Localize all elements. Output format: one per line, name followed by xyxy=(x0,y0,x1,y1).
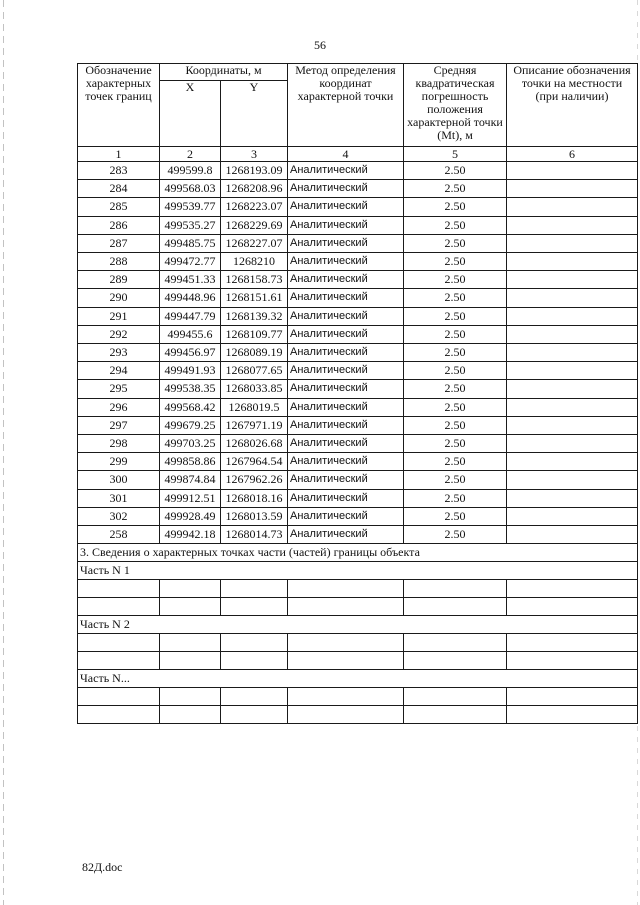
table-row xyxy=(78,289,638,307)
accuracy: 2.50 xyxy=(404,198,507,216)
empty-cell xyxy=(78,580,160,598)
description xyxy=(507,180,638,198)
table-row xyxy=(78,453,638,471)
point-number: 258 xyxy=(78,526,160,544)
empty-cell xyxy=(78,688,160,706)
coordinate-x: 499455.6 xyxy=(160,325,221,343)
point-number: 297 xyxy=(78,416,160,434)
empty-cell xyxy=(404,652,507,670)
description xyxy=(507,344,638,362)
column-numbers-row xyxy=(78,147,638,162)
part-blank-row xyxy=(78,634,638,652)
method: Аналитический xyxy=(288,435,404,453)
coordinate-x: 499539.77 xyxy=(160,198,221,216)
method: Аналитический xyxy=(288,253,404,271)
point-number: 290 xyxy=(78,289,160,307)
coordinate-x: 499491.93 xyxy=(160,362,221,380)
coordinate-y: 1268077.65 xyxy=(221,362,288,380)
header-row-top xyxy=(78,64,638,81)
method: Аналитический xyxy=(288,325,404,343)
column-number: 2 xyxy=(160,147,221,162)
accuracy: 2.50 xyxy=(404,398,507,416)
table-row xyxy=(78,416,638,434)
empty-cell xyxy=(78,652,160,670)
part-label-row xyxy=(78,670,638,688)
point-number: 300 xyxy=(78,471,160,489)
part-blank-row xyxy=(78,580,638,598)
coordinate-y: 1268151.61 xyxy=(221,289,288,307)
point-number: 288 xyxy=(78,253,160,271)
method: Аналитический xyxy=(288,416,404,434)
coordinate-y: 1268229.69 xyxy=(221,216,288,234)
point-number: 289 xyxy=(78,271,160,289)
accuracy: 2.50 xyxy=(404,307,507,325)
table-row xyxy=(78,307,638,325)
empty-cell xyxy=(507,634,638,652)
scan-edge-left xyxy=(3,0,4,905)
header-x: X xyxy=(160,81,221,147)
method: Аналитический xyxy=(288,398,404,416)
point-number: 301 xyxy=(78,489,160,507)
method: Аналитический xyxy=(288,380,404,398)
part-blank-row xyxy=(78,598,638,616)
empty-cell xyxy=(160,652,221,670)
empty-cell xyxy=(160,634,221,652)
accuracy: 2.50 xyxy=(404,453,507,471)
empty-cell xyxy=(221,706,288,724)
part-blank-row xyxy=(78,688,638,706)
point-number: 298 xyxy=(78,435,160,453)
coordinate-x: 499703.25 xyxy=(160,435,221,453)
coordinate-y: 1268013.59 xyxy=(221,507,288,525)
method: Аналитический xyxy=(288,471,404,489)
empty-cell xyxy=(288,598,404,616)
description xyxy=(507,216,638,234)
header-description: Описание обозначения точки на местности (при наличии) xyxy=(507,64,638,147)
accuracy: 2.50 xyxy=(404,471,507,489)
method: Аналитический xyxy=(288,289,404,307)
point-number: 299 xyxy=(78,453,160,471)
coordinate-x: 499912.51 xyxy=(160,489,221,507)
description xyxy=(507,253,638,271)
accuracy: 2.50 xyxy=(404,271,507,289)
table-row xyxy=(78,398,638,416)
description xyxy=(507,453,638,471)
table-row xyxy=(78,489,638,507)
empty-cell xyxy=(288,580,404,598)
empty-cell xyxy=(221,598,288,616)
empty-cell xyxy=(78,634,160,652)
table-row xyxy=(78,253,638,271)
method: Аналитический xyxy=(288,489,404,507)
accuracy: 2.50 xyxy=(404,216,507,234)
point-number: 296 xyxy=(78,398,160,416)
description xyxy=(507,234,638,252)
coordinate-y: 1268014.73 xyxy=(221,526,288,544)
description xyxy=(507,198,638,216)
empty-cell xyxy=(160,706,221,724)
accuracy: 2.50 xyxy=(404,435,507,453)
method: Аналитический xyxy=(288,198,404,216)
empty-cell xyxy=(221,688,288,706)
empty-cell xyxy=(288,688,404,706)
description xyxy=(507,162,638,180)
header-accuracy: Средняя квадратическая погрешность положения характерной точки (Mt), м xyxy=(404,64,507,147)
accuracy: 2.50 xyxy=(404,344,507,362)
table-row xyxy=(78,362,638,380)
empty-cell xyxy=(221,652,288,670)
header-method: Метод определения координат характерной точки xyxy=(288,64,404,147)
coordinate-x: 499858.86 xyxy=(160,453,221,471)
empty-cell xyxy=(160,688,221,706)
coordinate-x: 499448.96 xyxy=(160,289,221,307)
column-number: 3 xyxy=(221,147,288,162)
empty-cell xyxy=(507,580,638,598)
description xyxy=(507,307,638,325)
part-label-row xyxy=(78,616,638,634)
method: Аналитический xyxy=(288,344,404,362)
accuracy: 2.50 xyxy=(404,489,507,507)
column-number: 5 xyxy=(404,147,507,162)
method: Аналитический xyxy=(288,362,404,380)
coordinate-y: 1268193.09 xyxy=(221,162,288,180)
coordinate-y: 1268018.16 xyxy=(221,489,288,507)
method: Аналитический xyxy=(288,234,404,252)
header-designation: Обозначение характерных точек границ xyxy=(78,64,160,147)
accuracy: 2.50 xyxy=(404,289,507,307)
empty-cell xyxy=(507,706,638,724)
coordinate-y: 1268139.32 xyxy=(221,307,288,325)
coordinate-y: 1268208.96 xyxy=(221,180,288,198)
column-number: 1 xyxy=(78,147,160,162)
table-row xyxy=(78,271,638,289)
empty-cell xyxy=(288,706,404,724)
accuracy: 2.50 xyxy=(404,380,507,398)
description xyxy=(507,289,638,307)
point-number: 293 xyxy=(78,344,160,362)
coordinate-x: 499456.97 xyxy=(160,344,221,362)
accuracy: 2.50 xyxy=(404,162,507,180)
method: Аналитический xyxy=(288,526,404,544)
method: Аналитический xyxy=(288,453,404,471)
coordinate-x: 499599.8 xyxy=(160,162,221,180)
empty-cell xyxy=(221,580,288,598)
accuracy: 2.50 xyxy=(404,180,507,198)
description xyxy=(507,526,638,544)
table-row xyxy=(78,198,638,216)
empty-cell xyxy=(507,598,638,616)
coordinate-x: 499538.35 xyxy=(160,380,221,398)
accuracy: 2.50 xyxy=(404,325,507,343)
description xyxy=(507,362,638,380)
document-filename: 82Д.doc xyxy=(82,860,123,874)
accuracy: 2.50 xyxy=(404,362,507,380)
coordinate-x: 499928.49 xyxy=(160,507,221,525)
description xyxy=(507,416,638,434)
description xyxy=(507,435,638,453)
accuracy: 2.50 xyxy=(404,526,507,544)
description xyxy=(507,271,638,289)
coordinate-x: 499451.33 xyxy=(160,271,221,289)
coordinate-y: 1267964.54 xyxy=(221,453,288,471)
page-number: 56 xyxy=(314,38,326,52)
header-y: Y xyxy=(221,81,288,147)
header-coordinates: Координаты, м xyxy=(160,64,288,81)
empty-cell xyxy=(507,652,638,670)
point-number: 283 xyxy=(78,162,160,180)
method: Аналитический xyxy=(288,307,404,325)
point-number: 284 xyxy=(78,180,160,198)
method: Аналитический xyxy=(288,507,404,525)
coordinate-y: 1268223.07 xyxy=(221,198,288,216)
part-label-row xyxy=(78,562,638,580)
coordinate-y: 1267962.26 xyxy=(221,471,288,489)
table-row xyxy=(78,180,638,198)
accuracy: 2.50 xyxy=(404,234,507,252)
table-row xyxy=(78,380,638,398)
coordinate-x: 499472.77 xyxy=(160,253,221,271)
empty-cell xyxy=(404,688,507,706)
point-number: 294 xyxy=(78,362,160,380)
description xyxy=(507,380,638,398)
coordinate-y: 1268227.07 xyxy=(221,234,288,252)
part-label: Часть N 2 xyxy=(78,616,638,634)
point-number: 292 xyxy=(78,325,160,343)
empty-cell xyxy=(78,706,160,724)
coordinate-x: 499568.42 xyxy=(160,398,221,416)
coordinate-y: 1268026.68 xyxy=(221,435,288,453)
empty-cell xyxy=(288,634,404,652)
part-blank-row xyxy=(78,706,638,724)
section-title: 3. Сведения о характерных точках части (частей) границы объекта xyxy=(78,544,638,562)
method: Аналитический xyxy=(288,180,404,198)
description xyxy=(507,398,638,416)
table-row xyxy=(78,344,638,362)
accuracy: 2.50 xyxy=(404,507,507,525)
part-blank-row xyxy=(78,652,638,670)
description xyxy=(507,489,638,507)
boundary-points-table xyxy=(77,63,638,724)
column-number: 6 xyxy=(507,147,638,162)
empty-cell xyxy=(404,580,507,598)
empty-cell xyxy=(78,598,160,616)
table-row xyxy=(78,435,638,453)
coordinate-x: 499679.25 xyxy=(160,416,221,434)
point-number: 302 xyxy=(78,507,160,525)
table-row xyxy=(78,526,638,544)
accuracy: 2.50 xyxy=(404,253,507,271)
empty-cell xyxy=(404,634,507,652)
coordinate-x: 499535.27 xyxy=(160,216,221,234)
coordinate-x: 499447.79 xyxy=(160,307,221,325)
description xyxy=(507,507,638,525)
coordinate-x: 499568.03 xyxy=(160,180,221,198)
part-label: Часть N... xyxy=(78,670,638,688)
table-row xyxy=(78,325,638,343)
coordinate-y: 1267971.19 xyxy=(221,416,288,434)
point-number: 286 xyxy=(78,216,160,234)
empty-cell xyxy=(160,580,221,598)
description xyxy=(507,325,638,343)
empty-cell xyxy=(221,634,288,652)
method: Аналитический xyxy=(288,271,404,289)
coordinate-y: 1268210 xyxy=(221,253,288,271)
table-row xyxy=(78,507,638,525)
empty-cell xyxy=(288,652,404,670)
coordinate-y: 1268089.19 xyxy=(221,344,288,362)
empty-cell xyxy=(160,598,221,616)
accuracy: 2.50 xyxy=(404,416,507,434)
section-row xyxy=(78,544,638,562)
table-row xyxy=(78,216,638,234)
description xyxy=(507,471,638,489)
point-number: 287 xyxy=(78,234,160,252)
coordinate-y: 1268158.73 xyxy=(221,271,288,289)
coordinate-x: 499942.18 xyxy=(160,526,221,544)
coordinate-y: 1268033.85 xyxy=(221,380,288,398)
table-row xyxy=(78,471,638,489)
empty-cell xyxy=(404,706,507,724)
coordinate-y: 1268109.77 xyxy=(221,325,288,343)
method: Аналитический xyxy=(288,216,404,234)
point-number: 295 xyxy=(78,380,160,398)
coordinate-y: 1268019.5 xyxy=(221,398,288,416)
column-number: 4 xyxy=(288,147,404,162)
point-number: 291 xyxy=(78,307,160,325)
coordinate-x: 499874.84 xyxy=(160,471,221,489)
method: Аналитический xyxy=(288,162,404,180)
point-number: 285 xyxy=(78,198,160,216)
part-label: Часть N 1 xyxy=(78,562,638,580)
coordinate-x: 499485.75 xyxy=(160,234,221,252)
table-row xyxy=(78,234,638,252)
empty-cell xyxy=(507,688,638,706)
table-row xyxy=(78,162,638,180)
empty-cell xyxy=(404,598,507,616)
